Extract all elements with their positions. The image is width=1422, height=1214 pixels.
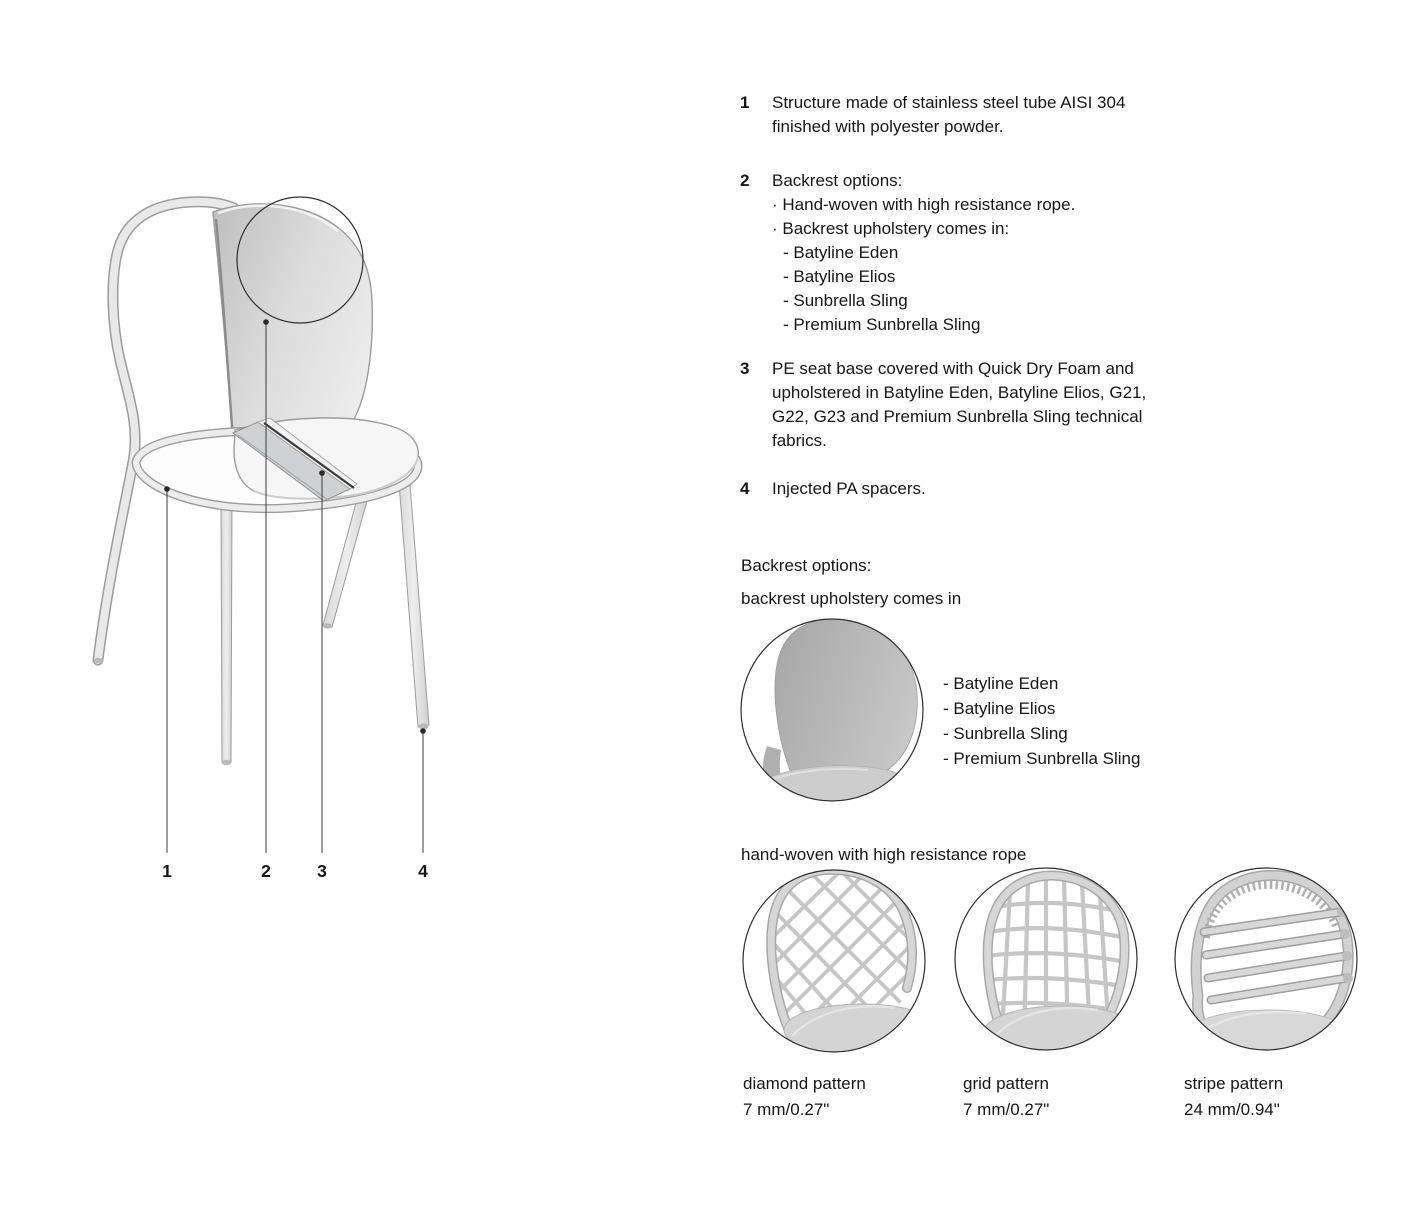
upholstery-heading: backrest upholstery comes in — [741, 589, 962, 608]
callout-dot-2 — [263, 319, 269, 325]
pattern-size: 7 mm/0.27" — [963, 1100, 1050, 1119]
spec-item-number: 3 — [740, 359, 750, 378]
callout-number-2: 2 — [261, 861, 271, 881]
pattern-label-diamond — [743, 1071, 866, 1123]
backrest-options-heading: Backrest options: — [741, 556, 872, 575]
upholstery-options-list — [943, 671, 1140, 771]
spec-line: - Batyline Elios — [783, 267, 896, 286]
upholstery-option: - Premium Sunbrella Sling — [943, 749, 1141, 768]
spec-line: G22, G23 and Premium Sunbrella Sling technical — [772, 407, 1143, 426]
spec-line: PE seat base covered with Quick Dry Foam and — [772, 359, 1134, 378]
chair-illustration — [94, 197, 429, 881]
chair-legs — [221, 470, 429, 765]
pattern-label-grid — [963, 1071, 1049, 1123]
callout-dot-1 — [164, 486, 170, 492]
chair-right-leg — [398, 470, 429, 727]
pattern-name: diamond pattern — [743, 1074, 866, 1093]
chair-rear-leg — [323, 488, 370, 627]
callout-number-3: 3 — [317, 861, 327, 881]
callout-numbers — [162, 861, 428, 881]
spec-line: - Premium Sunbrella Sling — [783, 315, 981, 334]
spec-item-number: 4 — [740, 479, 750, 498]
spec-line: Backrest options: — [772, 171, 903, 190]
upholstery-backrest-pad — [775, 619, 917, 783]
spec-line: fabrics. — [772, 431, 827, 450]
stripe-seat-cushion — [1182, 1010, 1354, 1066]
callout-number-4: 4 — [418, 861, 428, 881]
spec-line: finished with polyester powder. — [772, 117, 1004, 136]
upholstery-option: - Batyline Eden — [943, 674, 1059, 693]
spec-line: · Hand-woven with high resistance rope. — [772, 195, 1076, 214]
spec-item-4 — [740, 477, 1210, 501]
pattern-name: stripe pattern — [1184, 1074, 1284, 1093]
spec-line: upholstered in Batyline Eden, Batyline Elios, G21, — [772, 383, 1147, 402]
spec-line: · Backrest upholstery comes in: — [772, 219, 1010, 238]
upholstery-detail-circle — [741, 619, 923, 811]
pattern-circle-grid — [955, 868, 1140, 1058]
pattern-circle-stripe — [1175, 868, 1357, 1066]
grid-seat-cushion — [984, 1006, 1140, 1058]
spec-line: - Sunbrella Sling — [783, 291, 908, 310]
callout-number-1: 1 — [162, 861, 172, 881]
pattern-circle-diamond — [743, 850, 940, 1062]
spec-item-3 — [740, 357, 1210, 453]
upholstery-option: - Batyline Elios — [943, 699, 1056, 718]
callout-dot-4 — [420, 728, 426, 734]
spec-line: - Batyline Eden — [783, 243, 899, 262]
upholstery-option: - Sunbrella Sling — [943, 724, 1068, 743]
pattern-label-stripe — [1184, 1071, 1283, 1123]
spec-line: Injected PA spacers. — [772, 479, 926, 498]
callout-dot-3 — [319, 470, 325, 476]
spec-item-number: 2 — [740, 171, 750, 190]
spec-item-number: 1 — [740, 93, 750, 112]
chair-backrest-panel — [213, 204, 372, 449]
spec-line: Structure made of stainless steel tube AISI 304 — [772, 93, 1126, 112]
spec-item-2 — [740, 169, 1210, 337]
handwoven-heading: hand-woven with high resistance rope — [741, 845, 1027, 864]
spec-item-1 — [740, 91, 1210, 139]
pattern-size: 7 mm/0.27" — [743, 1100, 830, 1119]
pattern-name: grid pattern — [963, 1074, 1049, 1093]
pattern-size: 24 mm/0.94" — [1184, 1100, 1280, 1119]
chair-front-leg — [221, 502, 232, 762]
